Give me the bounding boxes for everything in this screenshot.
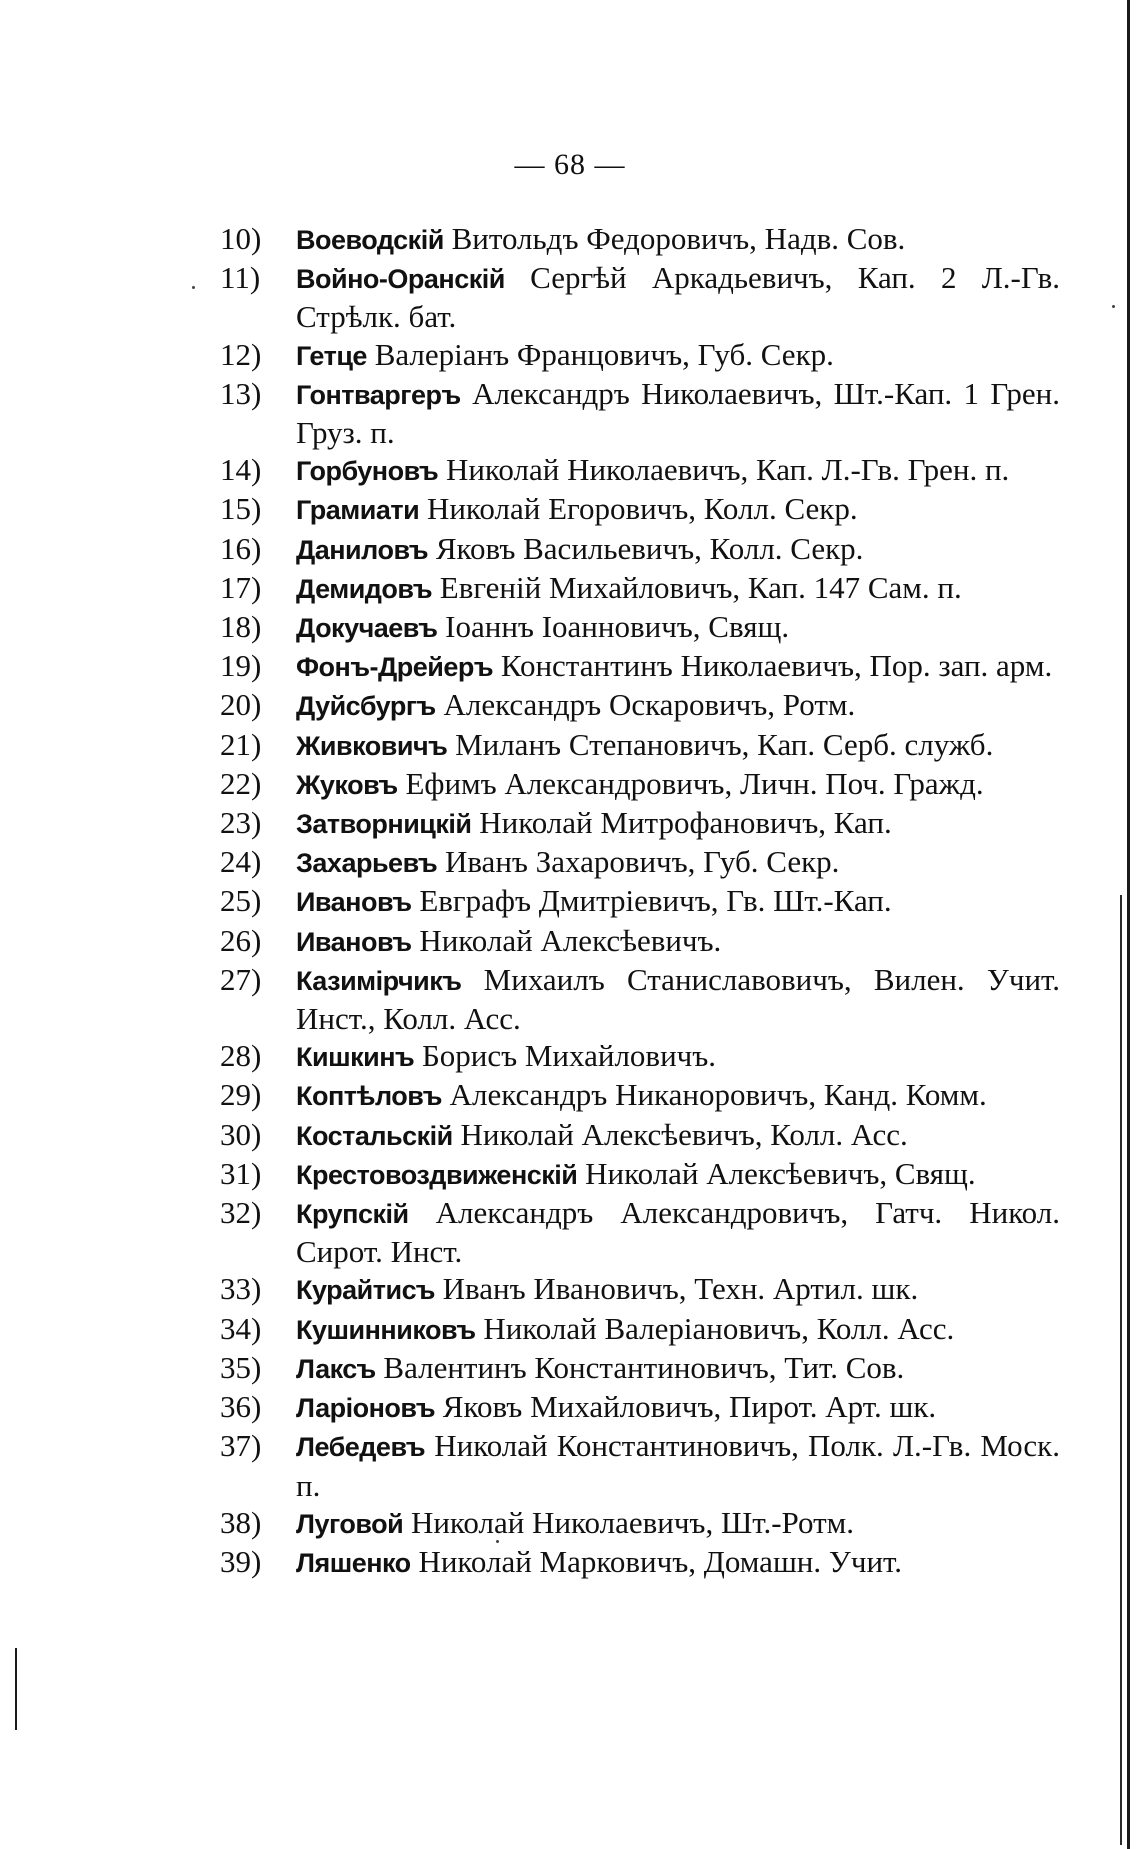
- list-item: [220, 647, 1060, 686]
- entry-number: 34): [220, 1310, 262, 1346]
- entry-details: Николай Николаевичъ, Шт.-Ротм.: [403, 1504, 854, 1540]
- list-item: [220, 259, 1060, 335]
- entry-surname: Крестовоздвиженскій: [296, 1159, 578, 1190]
- entry-number: 33): [220, 1271, 262, 1307]
- entry-number: 39): [220, 1543, 262, 1579]
- entry-surname: Воеводскій: [296, 225, 444, 255]
- entry-surname: Даниловъ: [296, 534, 429, 565]
- entry-list: [220, 220, 1060, 1582]
- scan-speck: [1112, 305, 1115, 308]
- entry-surname: Ларіоновъ: [296, 1393, 436, 1424]
- scan-speck: [192, 286, 195, 289]
- entry-number: 18): [220, 609, 262, 645]
- entry-details: Яковъ Михайловичъ, Пирот. Арт. шк.: [435, 1389, 937, 1425]
- entry-surname: Гетце: [296, 340, 367, 371]
- entry-surname: Ляшенко: [296, 1547, 411, 1578]
- entry-surname: Курайтисъ: [296, 1275, 435, 1306]
- entry-number: 36): [220, 1389, 262, 1425]
- entry-details: Александръ Никаноровичъ, Канд. Комм.: [441, 1077, 987, 1113]
- page-number: — 68 —: [514, 148, 626, 181]
- list-item: [220, 922, 1060, 961]
- entry-number: 13): [220, 375, 262, 411]
- list-item: [220, 1116, 1060, 1155]
- list-item: [220, 804, 1060, 843]
- entry-surname: Костальскій: [296, 1120, 453, 1151]
- entry-details: Николай Николаевичъ, Кап. Л.-Гв. Грен. п.: [438, 452, 1010, 488]
- entry-details: Валеріанъ Францовичъ, Губ. Секр.: [366, 336, 834, 372]
- entry-details: Николай Алексѣевичъ.: [411, 922, 722, 958]
- entry-details: Михаилъ Станиславовичъ, Вилен. Учит. Инст., Колл. Асс.: [296, 961, 1060, 1037]
- entry-details: Евгеній Михайловичъ, Кап. 147 Сам. п.: [432, 569, 962, 605]
- list-item: [220, 1270, 1060, 1309]
- entry-number: 15): [220, 491, 262, 527]
- entry-surname: Жуковъ: [296, 769, 398, 800]
- entry-number: 10): [220, 221, 262, 256]
- entry-number: 20): [220, 687, 262, 723]
- list-item: [220, 375, 1060, 451]
- entry-details: Витольдъ Федоровичъ, Надв. Сов.: [443, 221, 906, 256]
- entry-details: Николай Алексѣевичъ, Свящ.: [577, 1155, 976, 1191]
- entry-surname: Грамиати: [296, 495, 420, 526]
- entry-number: 23): [220, 805, 262, 841]
- entry-details: Миланъ Степановичъ, Кап. Серб. служб.: [447, 726, 994, 762]
- list-item: [220, 1037, 1060, 1076]
- entry-number: 24): [220, 844, 262, 880]
- entry-details: Иванъ Захаровичъ, Губ. Секр.: [437, 844, 840, 880]
- entry-surname: Ивановъ: [296, 926, 412, 957]
- entry-details: Иванъ Ивановичъ, Техн. Артил. шк.: [434, 1271, 919, 1307]
- entry-surname: Дуйсбургъ: [296, 691, 436, 722]
- list-item: [220, 1504, 1060, 1543]
- list-item: [220, 1427, 1060, 1503]
- list-item: [220, 569, 1060, 608]
- entry-details: Валентинъ Константиновичъ, Тит. Сов.: [375, 1349, 905, 1385]
- entry-details: Николай Алексѣевичъ, Колл. Асс.: [452, 1116, 908, 1152]
- list-item: [220, 220, 1060, 259]
- entry-number: 28): [220, 1038, 262, 1074]
- list-item: [220, 1194, 1060, 1270]
- entry-number: 30): [220, 1116, 262, 1152]
- list-item: [220, 490, 1060, 529]
- entry-number: 27): [220, 961, 262, 997]
- scan-edge-right-inner: [1120, 895, 1122, 1845]
- entry-details: Константинъ Николаевичъ, Пор. зап. арм.: [493, 648, 1053, 684]
- entry-number: 35): [220, 1349, 262, 1385]
- entry-details: Сергѣй Аркадьевичъ, Кап. 2 Л.-Гв. Стрѣлк. бат.: [296, 260, 1060, 335]
- entry-details: Александръ Николаевичъ, Шт.-Кап. 1 Грен. Груз. п.: [296, 375, 1060, 451]
- list-item: [220, 530, 1060, 569]
- list-item: [220, 1388, 1060, 1427]
- entry-surname: Крупскій: [296, 1199, 409, 1230]
- entry-surname: Кушинниковъ: [296, 1314, 476, 1345]
- scan-mark-left: [15, 1648, 17, 1730]
- entry-surname: Ивановъ: [296, 887, 412, 918]
- entry-surname: Коптѣловъ: [296, 1081, 442, 1112]
- entry-surname: Захарьевъ: [296, 848, 438, 879]
- entry-details: Александръ Оскаровичъ, Ротм.: [435, 687, 856, 723]
- list-item: [220, 1155, 1060, 1194]
- list-item: [220, 843, 1060, 882]
- entry-number: 16): [220, 530, 262, 566]
- entry-surname: Гонтваргеръ: [296, 379, 461, 410]
- entry-surname: Демидовъ: [296, 573, 433, 604]
- list-item: [220, 726, 1060, 765]
- list-item: [220, 1349, 1060, 1388]
- list-item: [220, 882, 1060, 921]
- entry-details: Николай Константиновичъ, Полк. Л.-Гв. Моск. п.: [296, 1428, 1060, 1503]
- list-item: [220, 1076, 1060, 1115]
- entry-number: 31): [220, 1155, 262, 1191]
- list-item: [220, 451, 1060, 490]
- entry-surname: Лебедевъ: [296, 1432, 426, 1463]
- entry-number: 37): [220, 1428, 262, 1464]
- entry-details: Николай Марковичъ, Домашн. Учит.: [410, 1543, 902, 1579]
- entry-number: 32): [220, 1195, 262, 1231]
- entry-number: 29): [220, 1077, 262, 1113]
- entry-details: Александръ Александровичъ, Гатч. Никол. Сирот. Инст.: [296, 1195, 1060, 1270]
- entry-number: 21): [220, 726, 262, 762]
- entry-number: 12): [220, 336, 262, 372]
- entry-surname: Кишкинъ: [296, 1042, 415, 1073]
- entry-details: Іоаннъ Іоанновичъ, Свящ.: [437, 609, 790, 645]
- scan-edge-right: [1127, 0, 1130, 1849]
- entry-details: Николай Валеріановичъ, Колл. Асс.: [475, 1310, 955, 1346]
- entry-surname: Горбуновъ: [296, 456, 439, 487]
- list-item: [220, 1543, 1060, 1582]
- entry-details: Николай Митрофановичъ, Кап.: [471, 805, 892, 841]
- entry-number: 17): [220, 569, 262, 605]
- entry-details: Ефимъ Александровичъ, Личн. Поч. Гражд.: [397, 765, 984, 801]
- entry-number: 38): [220, 1504, 262, 1540]
- entry-details: Евграфъ Дмитріевичъ, Гв. Шт.-Кап.: [411, 883, 892, 919]
- entry-surname: Войно-Оранскій: [296, 264, 505, 295]
- entry-details: Борисъ Михайловичъ.: [414, 1038, 717, 1074]
- list-item: [220, 1310, 1060, 1349]
- list-item: [220, 686, 1060, 725]
- list-item: [220, 336, 1060, 375]
- entry-surname: Живковичъ: [296, 730, 448, 761]
- list-item: [220, 765, 1060, 804]
- entry-surname: Луговой: [296, 1508, 404, 1539]
- entry-surname: Лаксъ: [296, 1353, 376, 1384]
- entry-surname: Затворницкій: [296, 809, 472, 840]
- entry-number: 25): [220, 883, 262, 919]
- entry-details: Яковъ Васильевичъ, Колл. Секр.: [428, 530, 864, 566]
- entry-number: 14): [220, 452, 262, 488]
- entry-number: 11): [220, 260, 261, 296]
- entry-surname: Фонъ-Дрейеръ: [296, 652, 494, 683]
- list-item: [220, 608, 1060, 647]
- entry-number: 22): [220, 765, 262, 801]
- entry-surname: Казимірчикъ: [296, 965, 462, 996]
- entry-number: 19): [220, 648, 262, 684]
- entry-details: Николай Егоровичъ, Колл. Секр.: [419, 491, 858, 527]
- entry-surname: Докучаевъ: [296, 613, 438, 644]
- list-item: [220, 961, 1060, 1037]
- entry-number: 26): [220, 922, 262, 958]
